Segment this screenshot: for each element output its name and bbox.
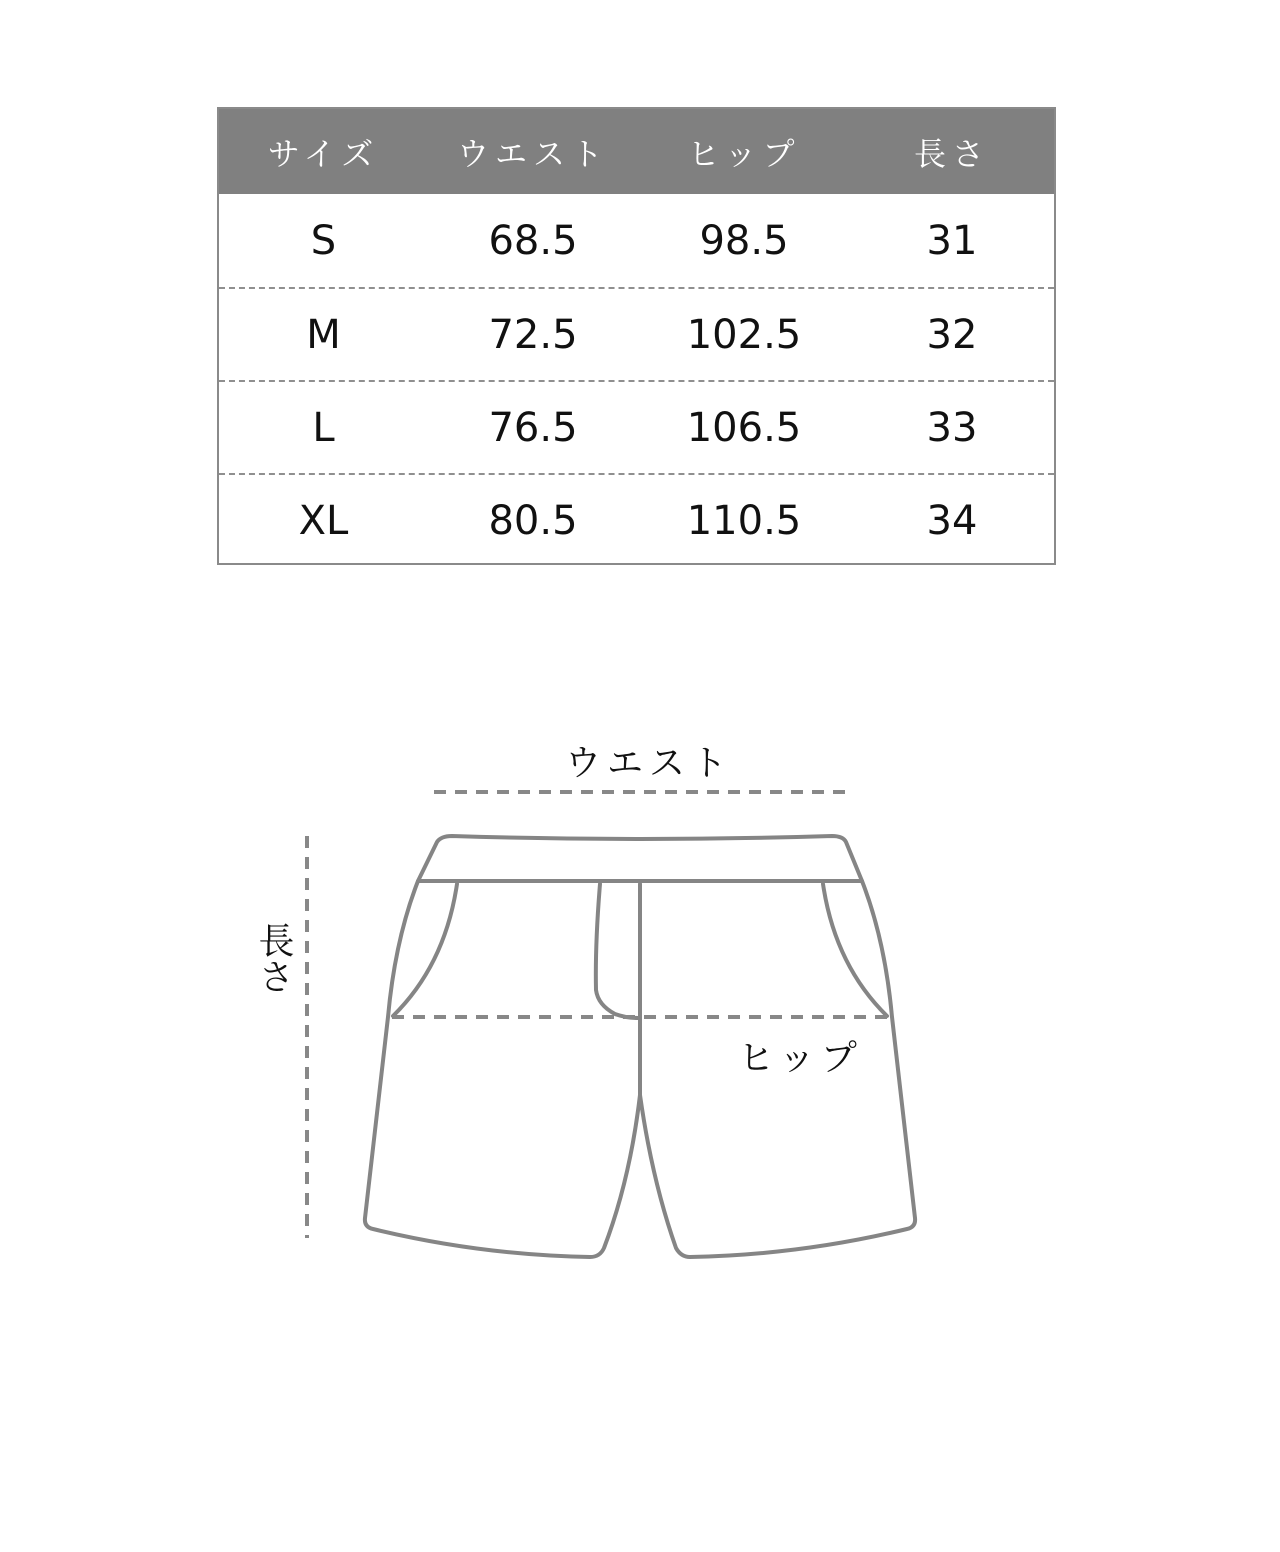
cell-length: 31 xyxy=(926,217,978,264)
header-hip: ヒップ xyxy=(687,134,801,173)
fly-stitch xyxy=(596,884,638,1018)
cell-waist: 68.5 xyxy=(488,217,578,264)
cell-size: M xyxy=(306,311,341,358)
cell-length: 33 xyxy=(926,404,978,451)
cell-hip: 98.5 xyxy=(699,217,789,264)
cell-hip: 110.5 xyxy=(686,497,802,544)
waist-label: ウエスト xyxy=(565,743,734,784)
cell-hip: 106.5 xyxy=(686,404,802,451)
cell-length: 32 xyxy=(926,311,978,358)
cell-waist: 76.5 xyxy=(488,404,578,451)
cell-size: XL xyxy=(298,497,349,544)
header-waist: ウエスト xyxy=(456,134,609,173)
right-pocket xyxy=(823,884,887,1016)
header-size: サイズ xyxy=(267,134,380,173)
cell-waist: 72.5 xyxy=(488,311,578,358)
cell-size: S xyxy=(310,217,337,264)
hip-label: ヒップ xyxy=(738,1038,863,1079)
cell-hip: 102.5 xyxy=(686,311,802,358)
length-label: 長さ xyxy=(253,922,294,994)
cell-length: 34 xyxy=(926,497,978,544)
cell-size: L xyxy=(312,404,335,451)
header-length: 長さ xyxy=(913,134,990,173)
waistband xyxy=(418,836,862,881)
left-pocket xyxy=(393,884,457,1016)
cell-waist: 80.5 xyxy=(488,497,578,544)
